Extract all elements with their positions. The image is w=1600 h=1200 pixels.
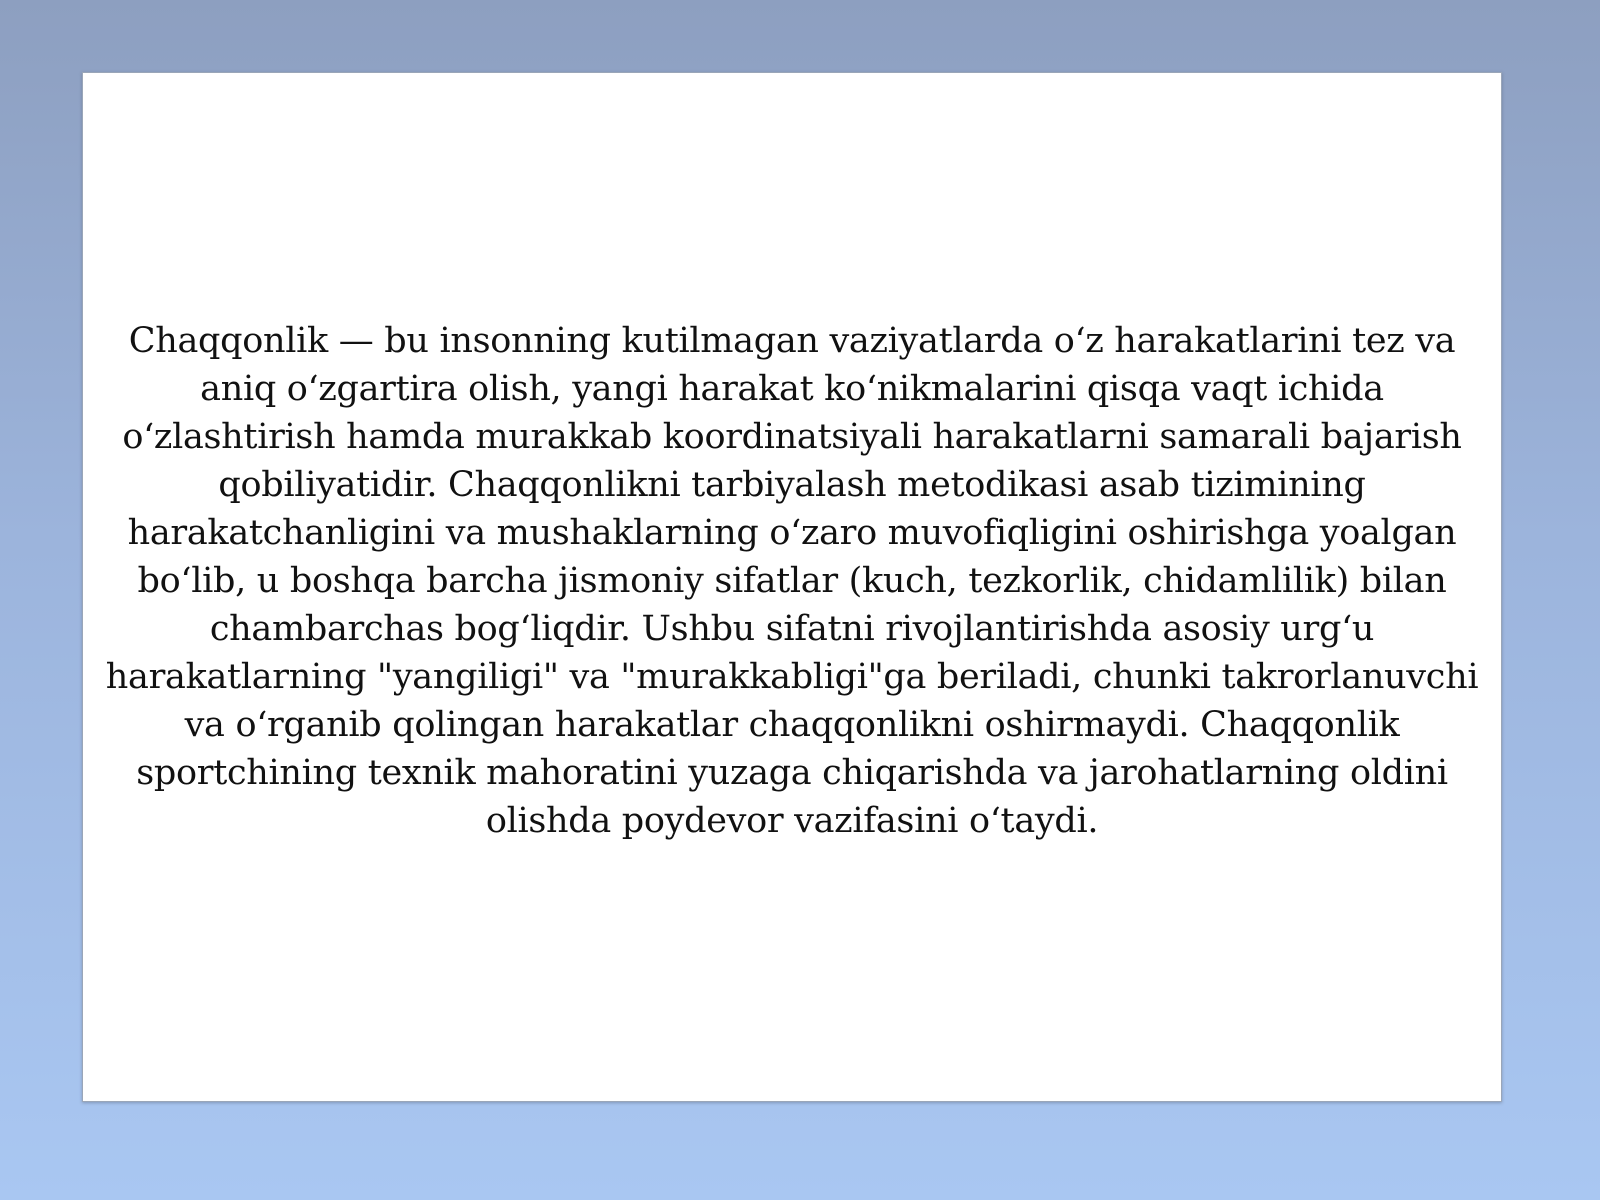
slide [82,72,1502,1102]
slide-body-text: Chaqqonlik — bu insonning kutilmagan vaziyatlarda o‘z harakatlarini tez va aniq o‘zgartira olish, yangi harakat ko‘nikmalarini qisqa vaqt ichida o‘zlashtirish hamda murakkab koordinatsiyali harakatlarni samarali bajarish qobiliyatidir. Chaqqonlikni tarbiyalash metodikasi asab tizimining harakatchanligini va mushaklarning o‘zaro muvofiqligini oshirishga yoalgan bo‘lib, u boshqa barcha jismoniy sifatlar (kuch, tezkorlik, chidamlilik) bilan chambarchas bog‘liqdir. Ushbu sifatni rivojlantirishda asosiy urg‘u harakatlarning "yangiligi" va "murakkabligi"ga beriladi, chunki takrorlanuvchi va o‘rganib qolingan harakatlar chaqqonlikni oshirmaydi. Chaqqonlik sportchining texnik mahoratini yuzaga chiqarishda va jarohatlarning oldini olishda poydevor vazifasini o‘taydi. [105,321,1479,841]
